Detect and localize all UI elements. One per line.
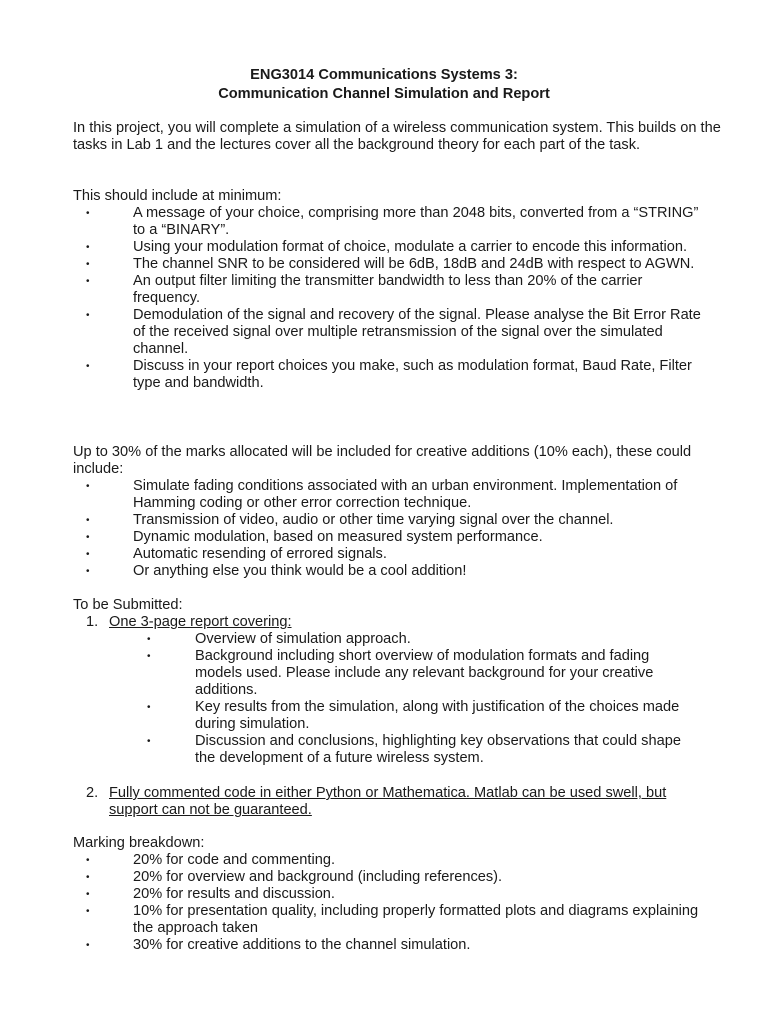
report-list — [147, 631, 695, 767]
list-item: • 30% for creative additions to the channel simulation. — [86, 937, 471, 953]
bullet-icon: • — [86, 242, 90, 253]
list-item: • Demodulation of the signal and recovery of the signal. Please analyse the Bit Error Rate of the received signal over multiple retransmission of the signal over the simulated channel. — [86, 307, 701, 357]
list-item: • Overview of simulation approach. — [147, 631, 411, 647]
bullet-icon: • — [147, 702, 151, 713]
submit-heading: To be Submitted: — [73, 597, 183, 613]
creative-heading: Up to 30% of the marks allocated will be included for creative additions (10% each), these could include: — [73, 444, 692, 477]
marking-list — [86, 852, 701, 954]
list-item: • Transmission of video, audio or other time varying signal over the channel. — [86, 512, 614, 528]
list-item: • Or anything else you think would be a cool addition! — [86, 563, 467, 579]
list-item: • Dynamic modulation, based on measured system performance. — [86, 529, 543, 545]
item-number: 2. — [86, 785, 99, 801]
list-item: • A message of your choice, comprising more than 2048 bits, converted from a “STRING” to a “BINARY”. — [86, 205, 699, 238]
list-item: • 20% for code and commenting. — [86, 852, 335, 868]
list-item: • 10% for presentation quality, including properly formatted plots and diagrams explaining the approach taken — [86, 903, 699, 936]
bullet-icon: • — [86, 532, 90, 543]
list-item: • Discuss in your report choices you make, such as modulation format, Baud Rate, Filter type and bandwidth. — [86, 358, 692, 391]
bullet-icon: • — [86, 566, 90, 577]
bullet-icon: • — [86, 310, 90, 321]
marking-heading: Marking breakdown: — [73, 835, 205, 851]
bullet-icon: • — [147, 651, 151, 662]
list-item: • Automatic resending of errored signals. — [86, 546, 387, 562]
list-item: • Background including short overview of modulation formats and fading models used. Please include any relevant background for your creative additions. — [147, 648, 654, 698]
list-item: • The channel SNR to be considered will be 6dB, 18dB and 24dB with respect to AGWN. — [86, 256, 695, 272]
list-item: • Simulate fading conditions associated with an urban environment. Implementation of Hamming coding or other error correction technique. — [86, 478, 678, 511]
document-subtitle: Communication Channel Simulation and Report — [218, 86, 550, 102]
submit-item-1-text: One 3-page report covering: — [109, 614, 292, 630]
minimum-heading: This should include at minimum: — [73, 188, 282, 204]
document-title: ENG3014 Communications Systems 3: — [250, 67, 518, 83]
bullet-icon: • — [86, 361, 90, 372]
bullet-icon: • — [147, 736, 151, 747]
bullet-icon: • — [86, 208, 90, 219]
bullet-icon: • — [86, 481, 90, 492]
bullet-icon: • — [86, 549, 90, 560]
list-item: • Discussion and conclusions, highlighting key observations that could shape the development of a future wireless system. — [147, 733, 681, 766]
list-item: • 20% for results and discussion. — [86, 886, 335, 902]
bullet-icon: • — [86, 259, 90, 270]
minimum-list — [86, 205, 701, 392]
creative-list — [86, 478, 701, 580]
list-item: • An output filter limiting the transmitter bandwidth to less than 20% of the carrier frequency. — [86, 273, 643, 306]
bullet-icon: • — [86, 872, 90, 883]
bullet-icon: • — [86, 515, 90, 526]
intro-paragraph: In this project, you will complete a simulation of a wireless communication system. This builds on the tasks in Lab 1 and the lectures cover all the background theory for each part of the task. — [73, 120, 721, 153]
list-item: • 20% for overview and background (including references). — [86, 869, 503, 885]
bullet-icon: • — [86, 906, 90, 917]
bullet-icon: • — [86, 276, 90, 287]
bullet-icon: • — [86, 889, 90, 900]
submit-item-2-text: Fully commented code in either Python or Mathematica. Matlab can be used swell, but support can not be guaranteed. — [109, 785, 667, 818]
list-item: • Using your modulation format of choice, modulate a carrier to encode this information. — [86, 239, 688, 255]
item-number: 1. — [86, 614, 99, 630]
list-item: • Key results from the simulation, along with justification of the choices made during simulation. — [147, 699, 680, 732]
bullet-icon: • — [86, 940, 90, 951]
bullet-icon: • — [86, 855, 90, 866]
bullet-icon: • — [147, 634, 151, 645]
